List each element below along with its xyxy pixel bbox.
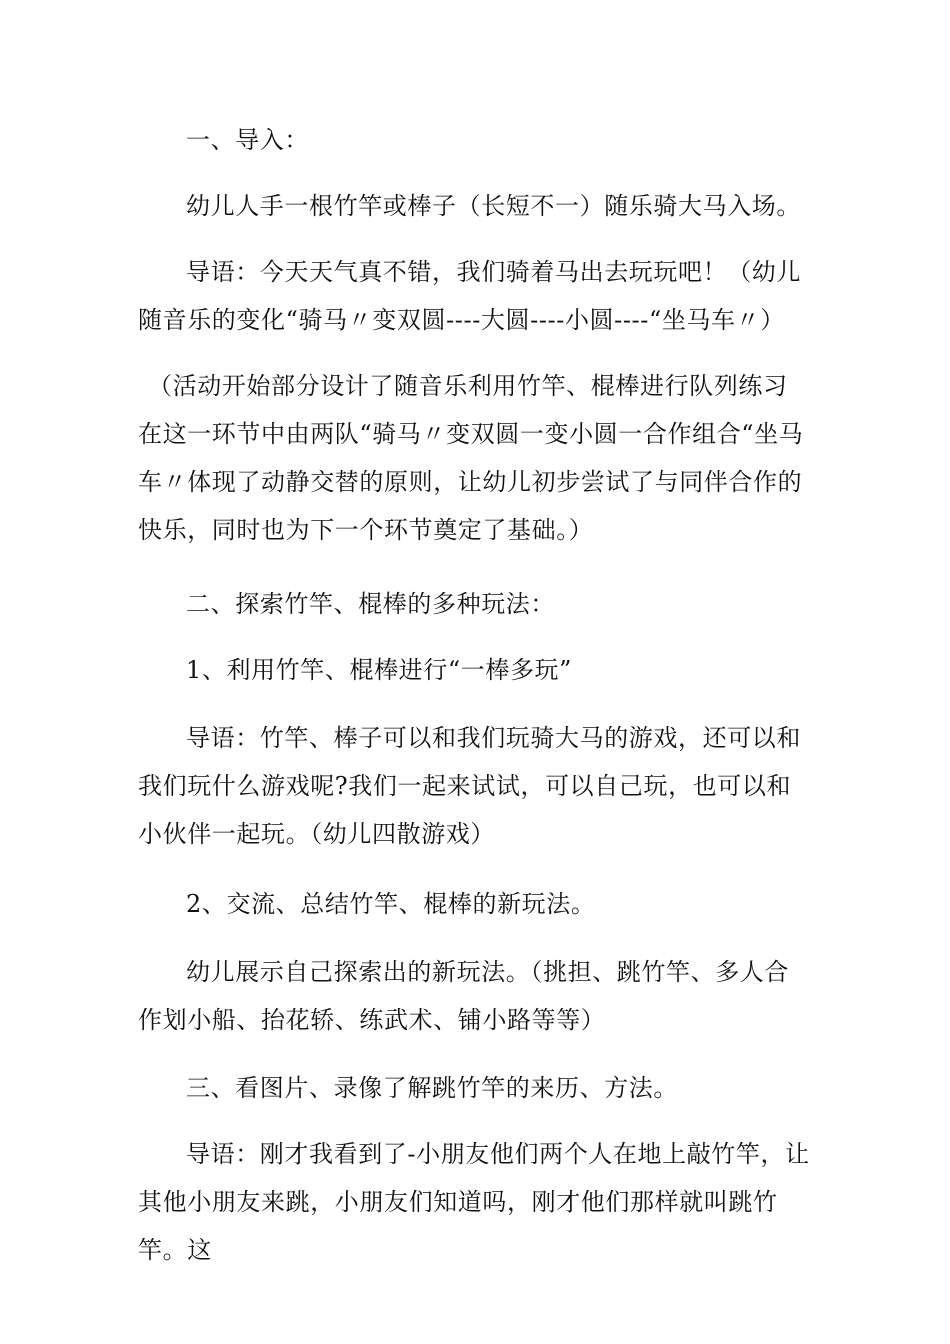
paragraph-guide-1: 导语：今天天气真不错，我们骑着马出去玩玩吧！（幼儿随音乐的变化“骑马〃变双圆----大圆----小圆----“坐马车〃）	[138, 258, 801, 334]
heading-video: 三、看图片、录像了解跳竹竿的来历、方法。	[186, 1074, 678, 1102]
heading-explore: 二、探索竹竿、棍棒的多种玩法：	[186, 590, 555, 618]
paragraph-guide-2: 导语：竹竿、棒子可以和我们玩骑大马的游戏，还可以和我们玩什么游戏呢?我们一起来试试，可以自己玩，也可以和小伙伴一起玩。（幼儿四散游戏）	[138, 724, 801, 848]
paragraph-note: （活动开始部分设计了随音乐利用竹竿、棍棒进行队列练习在这一环节中由两队“骑马〃变双圆一变小圆一合作组合“坐马车〃体现了动静交替的原则，让幼儿初步尝试了与同伴合作的快乐，同时也为下一个环节奠定了基础。）	[138, 372, 804, 544]
paragraph-show: 幼儿展示自己探索出的新玩法。（挑担、跳竹竿、多人合作划小船、抬花轿、练武术、铺小路等等）	[138, 958, 789, 1034]
paragraph-guide-3: 导语：刚才我看到了-小朋友他们两个人在地上敲竹竿，让其他小朋友来跳，小朋友们知道吗，刚才他们那样就叫跳竹竿。这	[138, 1140, 810, 1264]
paragraph-entry: 幼儿人手一根竹竿或棒子（长短不一）随乐骑大马入场。	[186, 192, 801, 220]
subheading-1: 1、利用竹竿、棍棒进行“一棒多玩”	[186, 656, 573, 684]
heading-intro: 一、导入：	[186, 126, 309, 154]
subheading-2: 2、交流、总结竹竿、棍棒的新玩法。	[186, 890, 596, 918]
